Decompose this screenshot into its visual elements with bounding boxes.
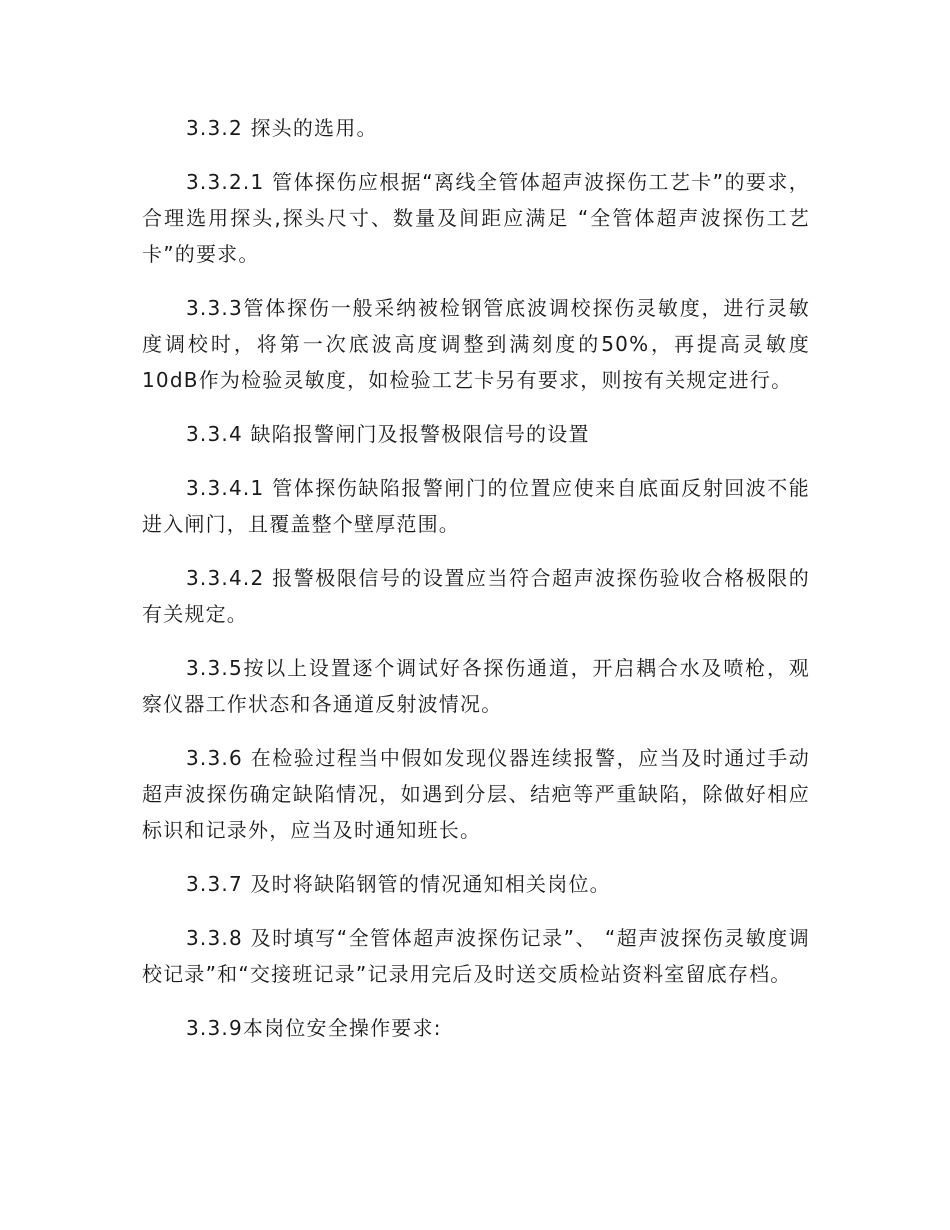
paragraph-3-3-3: 3.3.3管体探伤一般采纳被检钢管底波调校探伤灵敏度，进行灵敏度调校时，将第一次底波高度调整到满刻度的50%，再提高灵敏度10dB作为检验灵敏度，如检验工艺卡另有要求，则按有关规定进行。 — [142, 296, 810, 392]
paragraph-3-3-9: 3.3.9本岗位安全操作要求: — [186, 1016, 442, 1040]
paragraph-3-3-4-1: 3.3.4.1 管体探伤缺陷报警闸门的位置应使来自底面反射回波不能进入闸门，且覆盖整个壁厚范围。 — [142, 476, 810, 536]
paragraph-3-3-4-2: 3.3.4.2 报警极限信号的设置应当符合超声波探伤验收合格极限的有关规定。 — [142, 566, 810, 626]
paragraph-3-3-6: 3.3.6 在检验过程当中假如发现仪器连续报警，应当及时通过手动超声波探伤确定缺陷情况，如遇到分层、结疤等严重缺陷，除做好相应标识和记录外，应当及时通知班长。 — [142, 746, 810, 842]
document-body — [142, 110, 810, 1064]
paragraph-3-3-7: 3.3.7 及时将缺陷钢管的情况通知相关岗位。 — [186, 872, 611, 896]
paragraph-3-3-2-1: 3.3.2.1 管体探伤应根据“离线全管体超声波探伤工艺卡”的要求，合理选用探头,探头尺寸、数量及间距应满足 “全管体超声波探伤工艺卡”的要求。 — [142, 170, 810, 266]
paragraph-3-3-5: 3.3.5按以上设置逐个调试好各探伤通道，开启耦合水及喷枪，观察仪器工作状态和各通道反射波情况。 — [142, 656, 810, 716]
paragraph-3-3-8: 3.3.8 及时填写“全管体超声波探伤记录”、 “超声波探伤灵敏度调校记录”和“交接班记录”记录用完后及时送交质检站资料室留底存档。 — [142, 926, 810, 986]
section-heading-3-3-2: 3.3.2 探头的选用。 — [186, 116, 378, 140]
section-heading-3-3-4: 3.3.4 缺陷报警闸门及报警极限信号的设置 — [186, 422, 590, 446]
